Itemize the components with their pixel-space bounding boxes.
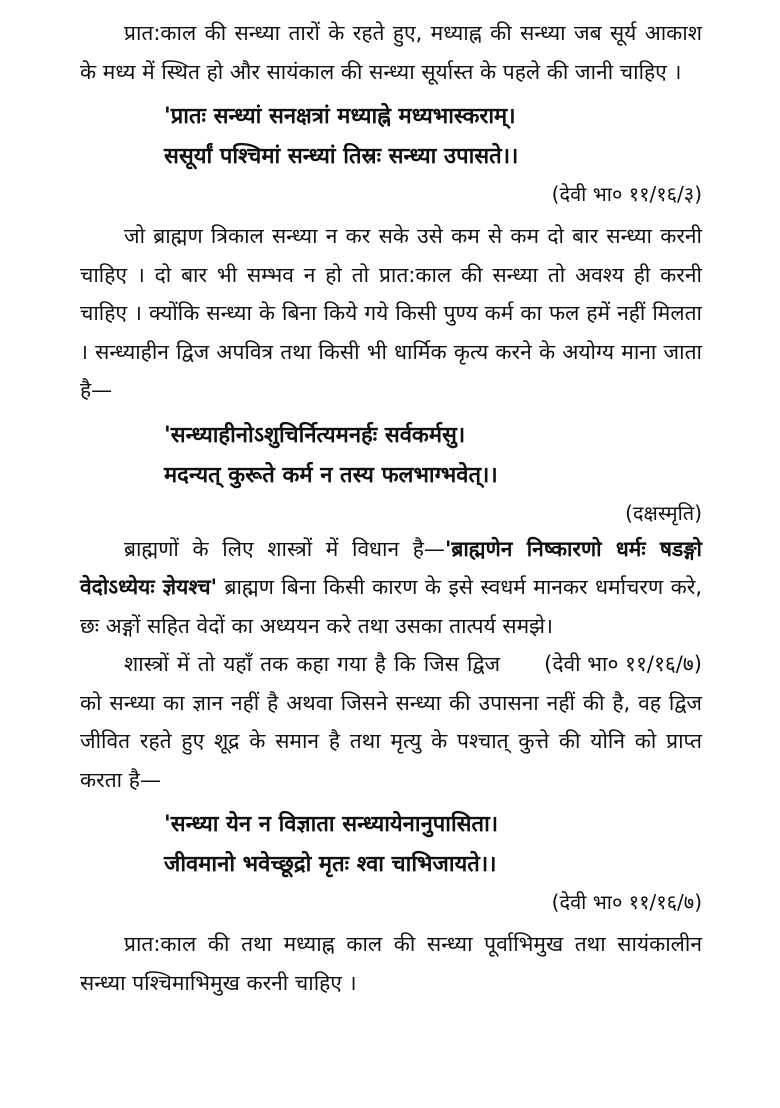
paragraph-brahmin-duty-quote: 'ब्राह्मणेन निष्कारणो धर्मः षडङ्गो वेदोऽध्येयः ज्ञेयश्च' [80,536,702,599]
verse-2-line-1: 'सन्ध्याहीनोऽशुचिर्नित्यमनर्हः सर्वकर्मसु। [164,422,466,448]
verse-1-line-2: ससूर्यां पश्चिमां सन्ध्यां तिस्रः सन्ध्या उपासते।। [164,144,519,169]
paragraph-twice-sandhya: जो ब्राह्मण त्रिकाल सन्ध्या न कर सके उसे कम से कम दो बार सन्ध्या करनी चाहिए । दो बार भी सम्भव न हो तो प्रात:काल की सन्ध्या तो अवश्य ही करनी चाहिए । क्योंकि सन्ध्या के बिना किये गये किसी पुण्य कर्म का फल हमें नहीं मिलता । सन्ध्याहीन द्विज अपवित्र तथा किसी भी धार्मिक कृत्य करने के अयोग्य माना जाता है— [80,224,702,402]
paragraph-brahmin-duty-reference: (देवी भा० ११/१६/७) [544,652,702,676]
verse-1-line-1: 'प्रातः सन्ध्यां सनक्षत्रां मध्याह्ने मध्यभास्कराम्। [164,104,516,129]
verse-1-reference: (देवी भा० ११/१६/३) [551,182,702,206]
verse-3-line-1: 'सन्ध्या येन न विज्ञाता सन्ध्यायेनानुपासिता। [164,812,499,837]
document-page [80,14,702,1002]
verse-2-line-2: मदन्यत् कुरूते कर्म न तस्य फलभाग्भवेत्।। [164,462,498,488]
paragraph-shastra-warning: शास्त्रों में तो यहाँ तक कहा गया है कि जिस द्विज को सन्ध्या का ज्ञान नहीं है अथवा जिसने सन्ध्या की उपासना नहीं की है, वह द्विज जीवित रहते हुए शूद्र के समान है तथा मृत्यु के पश्चात् कुत्ते की योनि को प्राप्त करता है— [80,652,702,792]
paragraph-sandhya-times: प्रात:काल की सन्ध्या तारों के रहते हुए, मध्याह्न की सन्ध्या जब सूर्य आकाश के मध्य में स्थित हो और सायंकाल की सन्ध्या सूर्यास्त के पहले की जानी चाहिए । [80,21,702,84]
paragraph-brahmin-duty [80,530,702,676]
paragraph-brahmin-duty-end: ब्राह्मण बिना किसी कारण के इसे स्वधर्म मानकर धर्माचरण करे, छः अङ्गों सहित वेदों का अध्ययन करे तथा उसका तात्पर्य समझे। [80,575,702,638]
verse-2-reference: (दक्षस्मृति) [625,500,702,525]
paragraph-facing-direction: प्रात:काल की तथा मध्याह्न काल की सन्ध्या पूर्वाभिमुख तथा सायंकालीन सन्ध्या पश्चिमाभिमुख करनी चाहिए । [80,932,702,995]
paragraph-brahmin-duty-start: ब्राह्मणों के लिए शास्त्रों में विधान है— [124,536,445,561]
verse-3-line-2: जीवमानो भवेच्छूद्रो मृतः श्वा चाभिजायते।। [164,852,497,877]
verse-3-reference: (देवी भा० ११/१६/७) [551,890,702,914]
